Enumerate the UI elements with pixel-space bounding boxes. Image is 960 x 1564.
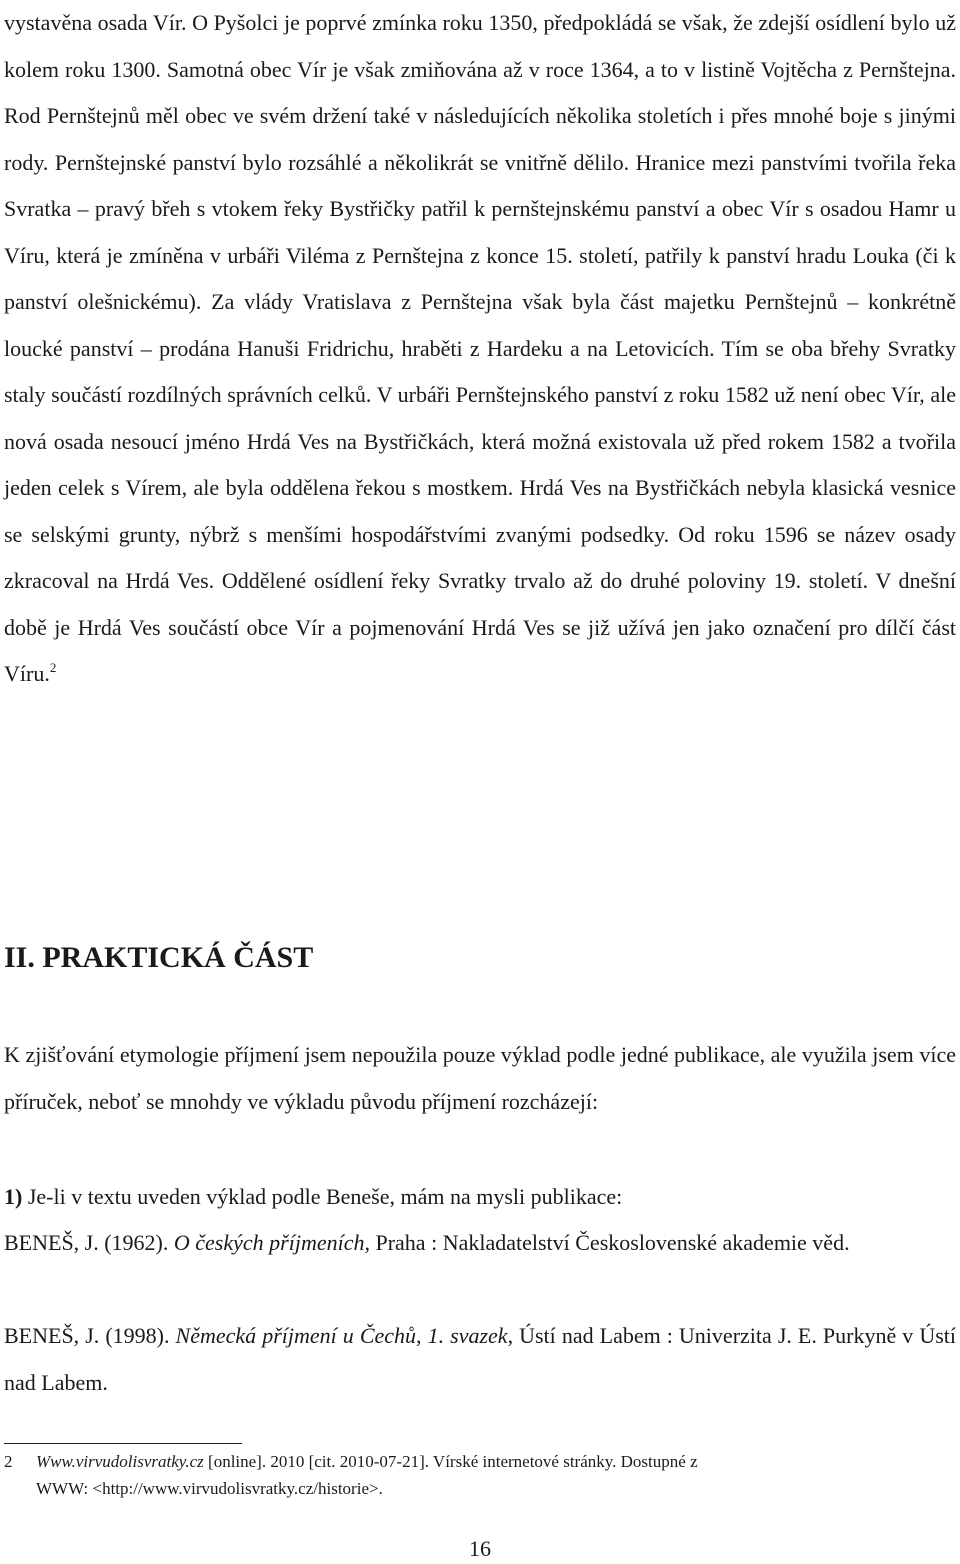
footnote-reference: 2 xyxy=(49,660,57,675)
reference-publisher: Praha : Nakladatelství Československé akademie věd. xyxy=(369,1230,850,1255)
footnote-citation: [online]. 2010 [cit. 2010-07-21]. Vírské internetové stránky. Dostupné z xyxy=(203,1452,698,1471)
reference-author: BENEŠ, J. (1962). xyxy=(4,1230,174,1255)
reference-entry xyxy=(4,1313,956,1406)
footnote-url: WWW: <http://www.virvudolisvratky.cz/historie>. xyxy=(36,1479,383,1498)
list-item-text: Je-li v textu uveden výklad podle Beneše, mám na mysli publikace: xyxy=(22,1184,623,1209)
page-number: 16 xyxy=(469,1536,491,1561)
footnote-divider xyxy=(4,1443,242,1444)
list-item xyxy=(4,1174,956,1221)
reference-author: BENEŠ, J. (1998). xyxy=(4,1323,176,1348)
footnote-line-1 xyxy=(4,1448,956,1475)
footnote-site-name: Www.virvudolisvratky.cz xyxy=(36,1452,204,1471)
method-paragraph: K zjišťování etymologie příjmení jsem nepoužila pouze výklad podle jedné publikace, ale využila jsem více příruček, neboť se mnohdy ve výkladu původu příjmení rozcházejí: xyxy=(4,1042,956,1114)
reference-title: Německá příjmení u Čechů, 1. svazek xyxy=(175,1323,508,1348)
section-heading: II. PRAKTICKÁ ČÁST xyxy=(4,941,314,974)
list-item-number: 1) xyxy=(4,1184,23,1209)
footnote xyxy=(4,1448,956,1502)
reference-entry xyxy=(4,1220,956,1267)
history-paragraph-text: vystavěna osada Vír. O Pyšolci je poprvé zmínka roku 1350, předpokládá se však, že zdejší osídlení bylo už kolem roku 1300. Samotná obec Vír je však zmiňována až v roce 1364, a to v listině Vojtěcha z Pernštejna. Rod Pernštejnů měl obec ve svém držení také v následujících několika stoletích i přes mnohé boje s jinými rody. Pernštejnské panství bylo rozsáhlé a několikrát se vnitřně dělilo. Hranice mezi panstvími tvořila řeka Svratka – pravý břeh s vtokem řeky Bystřičky patřil k pernštejnskému panství a obec Vír s osadou Hamr u Víru, která je zmíněna v urbáři Viléma z Pernštejna z konce 15. století, patřily k panství hradu Louka (či k panství olešnickému). Za vlády Vratislava z Pernštejna však byla část majetku Pernštejnů – konkrétně loucké panství – prodána Hanuši Fridrichu, hraběti z Hardeku a na Letovicích. Tím se oba břehy Svratky staly součástí rozdílných správních celků. V urbáři Pernštejnského panství z roku 1582 už není obec Vír, ale nová osada nesoucí jméno Hrdá Ves na Bystřičkách, která možná existovala už před rokem 1582 a tvořila jeden celek s Vírem, ale byla oddělena řekou s mostkem. Hrdá Ves na Bystřičkách nebyla klasická vesnice se selskými grunty, nýbrž s menšími hospodářstvími zvanými podsedky. Od roku 1596 se název osady zkracoval na Hrdá Ves. Oddělené osídlení řeky Svratky trvalo až do druhé poloviny 19. století. V dnešní době je Hrdá Ves součástí obce Vír a pojmenování Hrdá Ves se již užívá jen jako označení pro dílčí část Víru. xyxy=(4,10,956,686)
history-paragraph xyxy=(4,0,956,698)
footnote-number: 2 xyxy=(4,1452,13,1471)
reference-title: O českých příjmeních, xyxy=(173,1230,370,1255)
reference-publisher: , Ústí nad Labem : Univerzita J. E. Purkyně v Ústí nad Labem. xyxy=(4,1323,956,1395)
